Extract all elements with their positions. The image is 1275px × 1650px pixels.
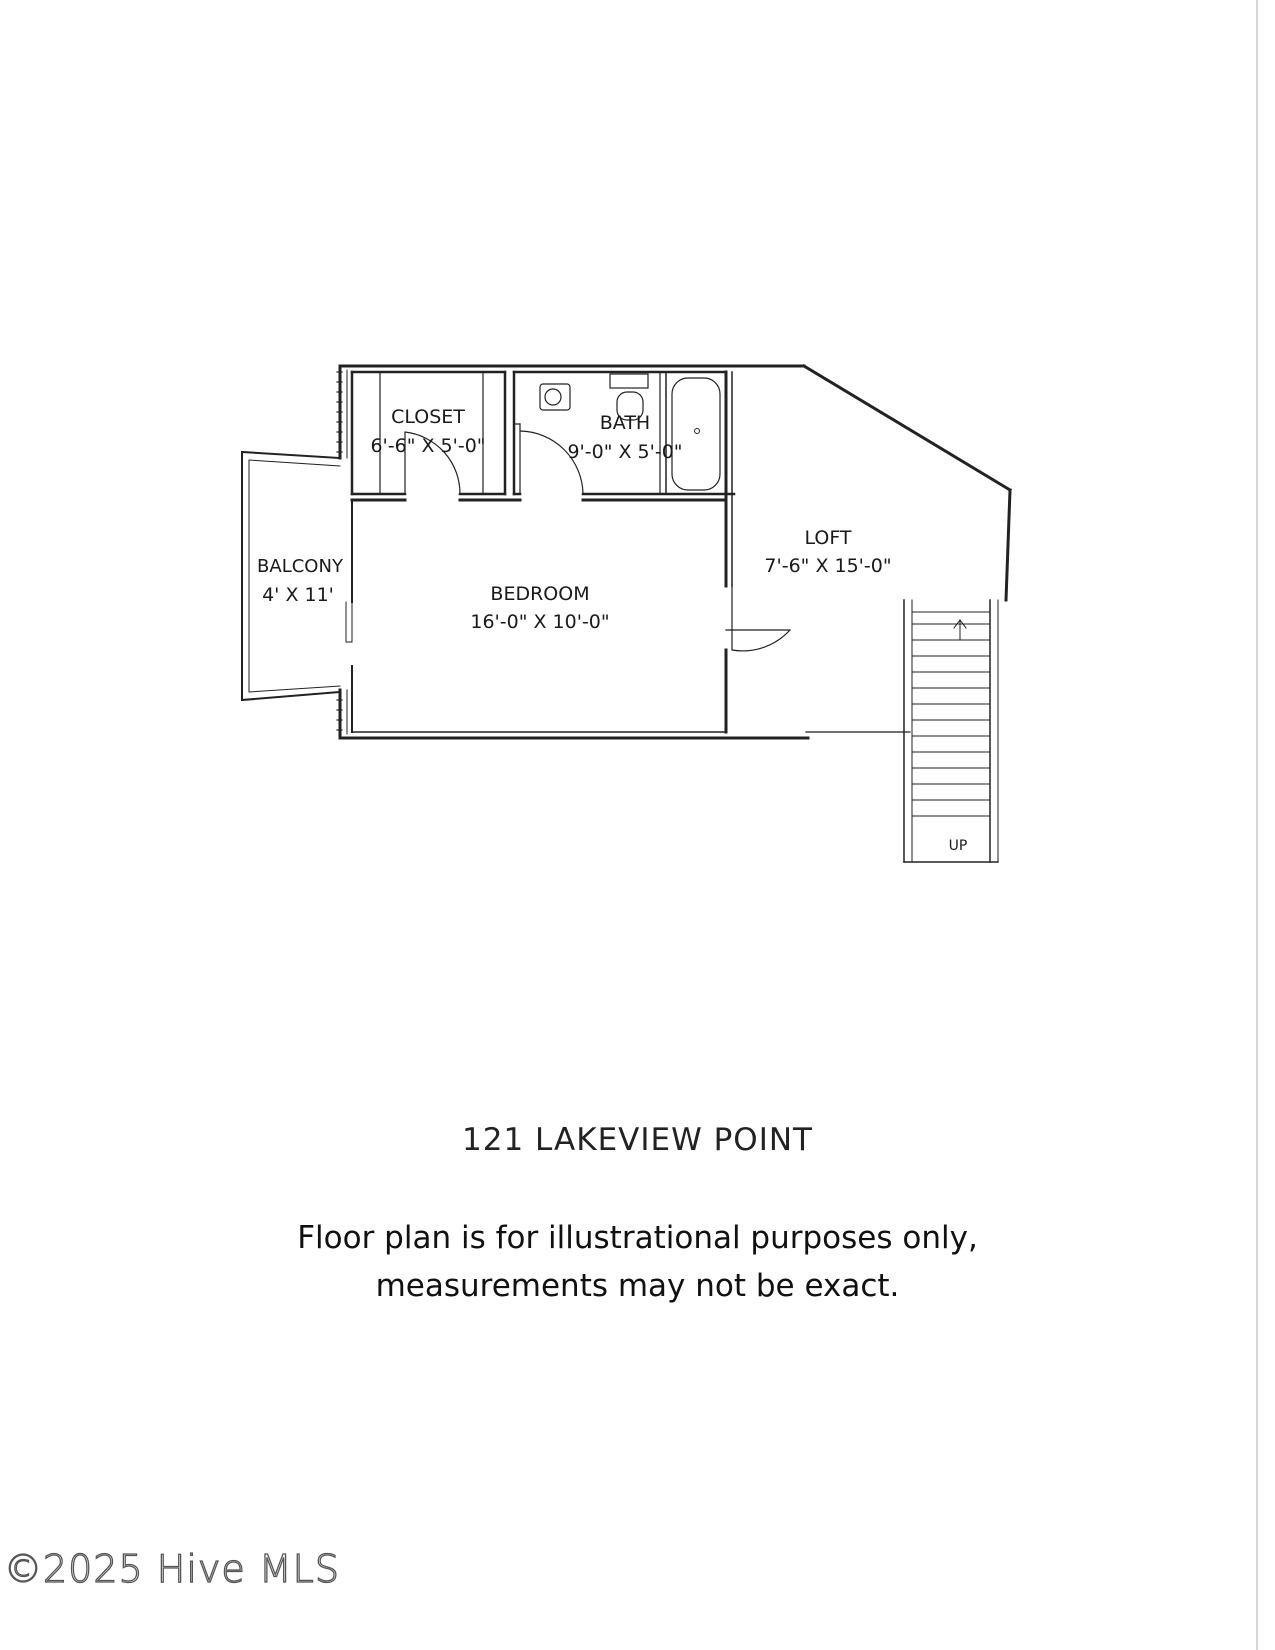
disclaimer-line-1: Floor plan is for illustrational purposes only, bbox=[297, 1220, 978, 1256]
room-labels bbox=[257, 406, 967, 854]
loft-name: LOFT bbox=[804, 527, 852, 549]
disclaimer-line-2: measurements may not be exact. bbox=[375, 1268, 900, 1304]
bedroom-name: BEDROOM bbox=[490, 583, 590, 605]
page-edge-line bbox=[1256, 0, 1258, 1650]
disclaimer bbox=[0, 1214, 1275, 1310]
bedroom-size: 16'-0" X 10'-0" bbox=[470, 611, 610, 633]
bath-name: BATH bbox=[599, 412, 651, 434]
loft-size: 7'-6" X 15'-0" bbox=[764, 555, 892, 577]
copyright-watermark: ©2025 Hive MLS bbox=[4, 1547, 340, 1591]
property-address: 121 LAKEVIEW POINT bbox=[462, 1122, 813, 1158]
closet-size: 6'-6" X 5'-0" bbox=[370, 435, 486, 457]
balcony-size: 4' X 11' bbox=[262, 584, 334, 606]
balcony-name: BALCONY bbox=[257, 556, 343, 577]
closet-name: CLOSET bbox=[391, 406, 465, 428]
bath-size: 9'-0" X 5'-0" bbox=[567, 441, 683, 463]
closet-walls bbox=[352, 372, 505, 494]
stair-up-label: UP bbox=[948, 838, 968, 854]
stairs bbox=[806, 600, 998, 862]
